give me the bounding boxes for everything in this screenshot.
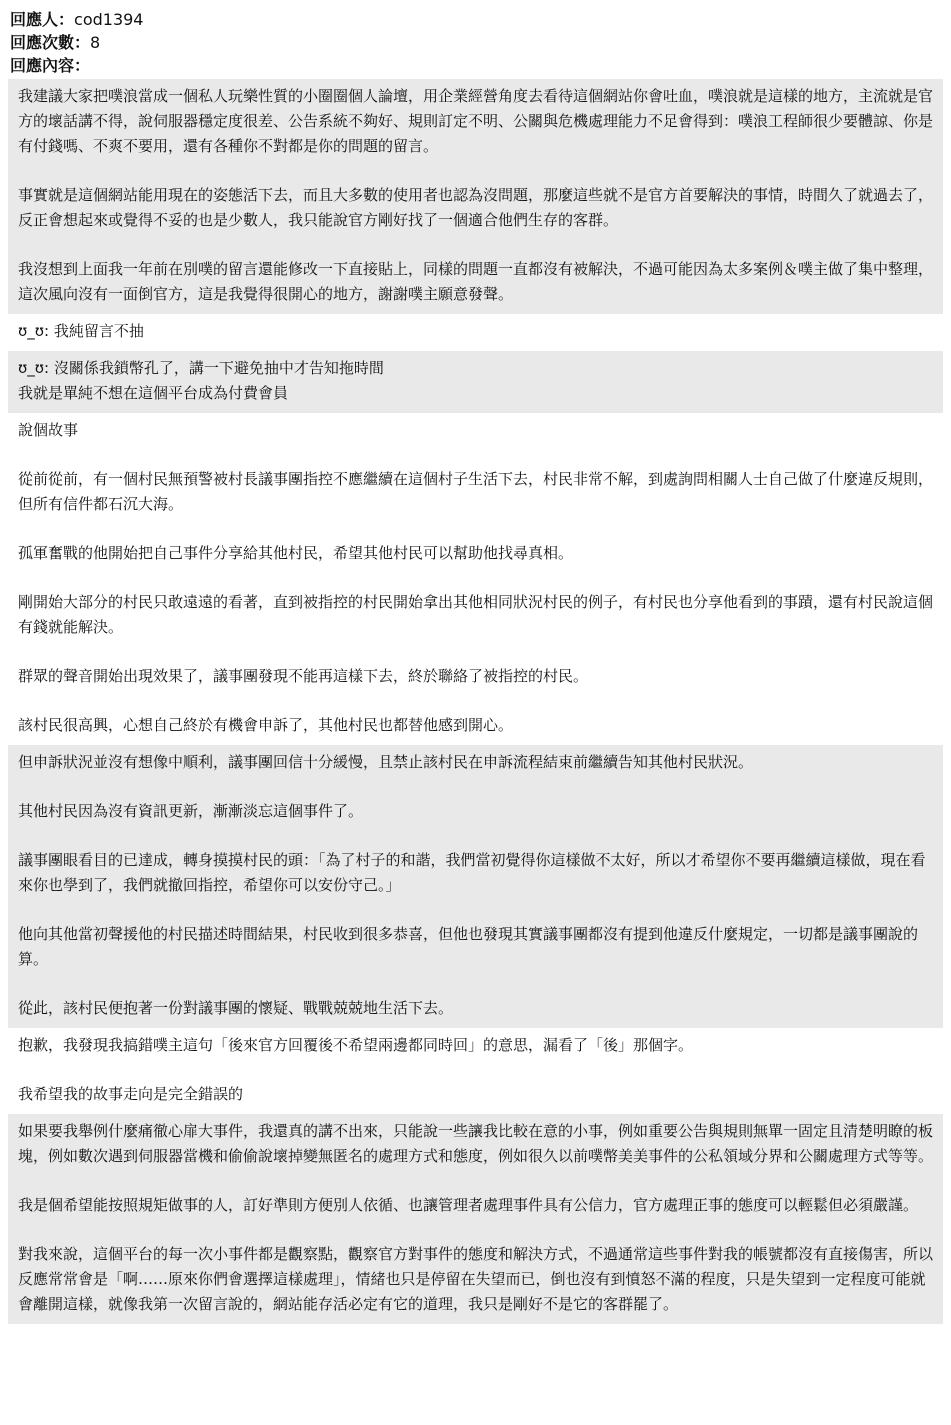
reply-paragraph: 但申訴狀況並沒有想像中順利，議事團回信十分緩慢，且禁止該村民在申訴流程結束前繼續告知其他村民狀況。 xyxy=(18,753,754,771)
reply-block xyxy=(8,1114,943,1324)
reply-paragraph: 他向其他當初聲援他的村民描述時間結果，村民收到很多恭喜，但他也發現其實議事團都沒有提到他違反什麼規定，一切都是議事團說的算。 xyxy=(18,925,919,968)
reply-paragraph: 從此，該村民便抱著一份對議事團的懷疑、戰戰兢兢地生活下去。 xyxy=(18,999,454,1017)
response-count-value: 8 xyxy=(90,33,101,52)
reply-paragraph: 剛開始大部分的村民只敢遠遠的看著，直到被指控的村民開始拿出其他相同狀況村民的例子，有村民也分享他看到的事蹟，還有村民說這個有錢就能解決。 xyxy=(18,593,934,636)
reply-paragraph: 其他村民因為沒有資訊更新，漸漸淡忘這個事件了。 xyxy=(18,802,364,820)
reply-paragraph: 我沒想到上面我一年前在別噗的留言還能修改一下直接貼上，同樣的問題一直都沒有被解決，不過可能因為太多案例＆噗主做了集中整理，這次風向沒有一面倒官方，這是我覺得很開心的地方，謝謝噗主願意發聲。 xyxy=(18,260,934,303)
reply-block xyxy=(8,351,943,413)
response-count-label: 回應次數： xyxy=(10,33,91,52)
reply-paragraph: ʊ_ʊ: 沒關係我鎖幣孔了，講一下避免抽中才告知拖時間 我就是單純不想在這個平台成為付費會員 xyxy=(18,359,384,402)
response-content-label: 回應內容： xyxy=(10,56,91,75)
reply-paragraph: 孤軍奮戰的他開始把自己事件分享給其他村民，希望其他村民可以幫助他找尋真相。 xyxy=(18,544,574,562)
reply-block xyxy=(8,745,943,1028)
response-header xyxy=(0,0,951,77)
reply-paragraph: 群眾的聲音開始出現效果了，議事團發現不能再這樣下去，終於聯絡了被指控的村民。 xyxy=(18,667,589,685)
reply-paragraph: 對我來說，這個平台的每一次小事件都是觀察點，觀察官方對事件的態度和解決方式，不過通常這些事件對我的帳號都沒有直接傷害，所以反應常常會是「啊……原來你們會選擇這樣處理」，情緒也只是停留在失望而已，倒也沒有到憤怒不滿的程度，只是失望到一定程度可能就會離開這樣，就像我第一次留言說的，網站能存活必定有它的道理，我只是剛好不是它的客群罷了。 xyxy=(18,1245,934,1313)
response-count-row xyxy=(10,31,951,54)
responder-name: cod1394 xyxy=(74,10,144,29)
reply-paragraph: 事實就是這個網站能用現在的姿態活下去，而且大多數的使用者也認為沒問題，那麼這些就不是官方首要解決的事情，時間久了就過去了，反正會想起來或覺得不妥的也是少數人，我只能說官方剛好找了一個適合他們生存的客群。 xyxy=(18,186,934,229)
reply-paragraph: 議事團眼看目的已達成，轉身摸摸村民的頭：「為了村子的和諧，我們當初覺得你這樣做不太好，所以才希望你不要再繼續這樣做，現在看來你也學到了，我們就撤回指控，希望你可以安份守己。」 xyxy=(18,851,926,894)
responder-label: 回應人： xyxy=(10,10,75,29)
reply-paragraph: 抱歉，我發現我搞錯噗主這句「後來官方回覆後不希望兩邊都同時回」的意思，漏看了「後」那個字。 xyxy=(18,1036,694,1054)
reply-paragraph: 我建議大家把噗浪當成一個私人玩樂性質的小圈圈個人論壇，用企業經營角度去看待這個網站你會吐血，噗浪就是這樣的地方，主流就是官方的壞話講不得，說伺服器穩定度很差、公告系統不夠好、規則訂定不明、公關與危機處理能力不足會得到：噗浪工程師很少要體諒、你是有付錢嗎、不爽不要用，還有各種你不對都是你的問題的留言。 xyxy=(18,87,934,155)
reply-paragraph: 說個故事 xyxy=(18,421,79,439)
reply-paragraph: 如果要我舉例什麼痛徹心扉大事件，我還真的講不出來，只能說一些讓我比較在意的小事，例如重要公告與規則無單一固定且清楚明瞭的板塊，例如數次遇到伺服器當機和偷偷說壞掉變無匿名的處理方式和態度，例如很久以前噗幣美美事件的公私領域分界和公關處理方式等等。 xyxy=(18,1122,934,1165)
responder-row xyxy=(10,8,951,31)
reply-block xyxy=(8,314,943,351)
reply-paragraph: 從前從前，有一個村民無預警被村長議事團指控不應繼續在這個村子生活下去，村民非常不解，到處詢問相關人士自己做了什麼違反規則，但所有信件都石沉大海。 xyxy=(18,470,934,513)
reply-paragraph: 該村民很高興，心想自己終於有機會申訴了，其他村民也都替他感到開心。 xyxy=(18,716,514,734)
reply-paragraph: 我希望我的故事走向是完全錯誤的 xyxy=(18,1085,244,1103)
reply-list xyxy=(0,79,951,1324)
reply-paragraph: 我是個希望能按照規矩做事的人，訂好準則方便別人依循、也讓管理者處理事件具有公信力，官方處理正事的態度可以輕鬆但必須嚴謹。 xyxy=(18,1196,919,1214)
reply-block xyxy=(8,1028,943,1114)
reply-paragraph: ʊ_ʊ: 我純留言不抽 xyxy=(18,322,144,340)
reply-block xyxy=(8,79,943,314)
reply-block xyxy=(8,413,943,745)
